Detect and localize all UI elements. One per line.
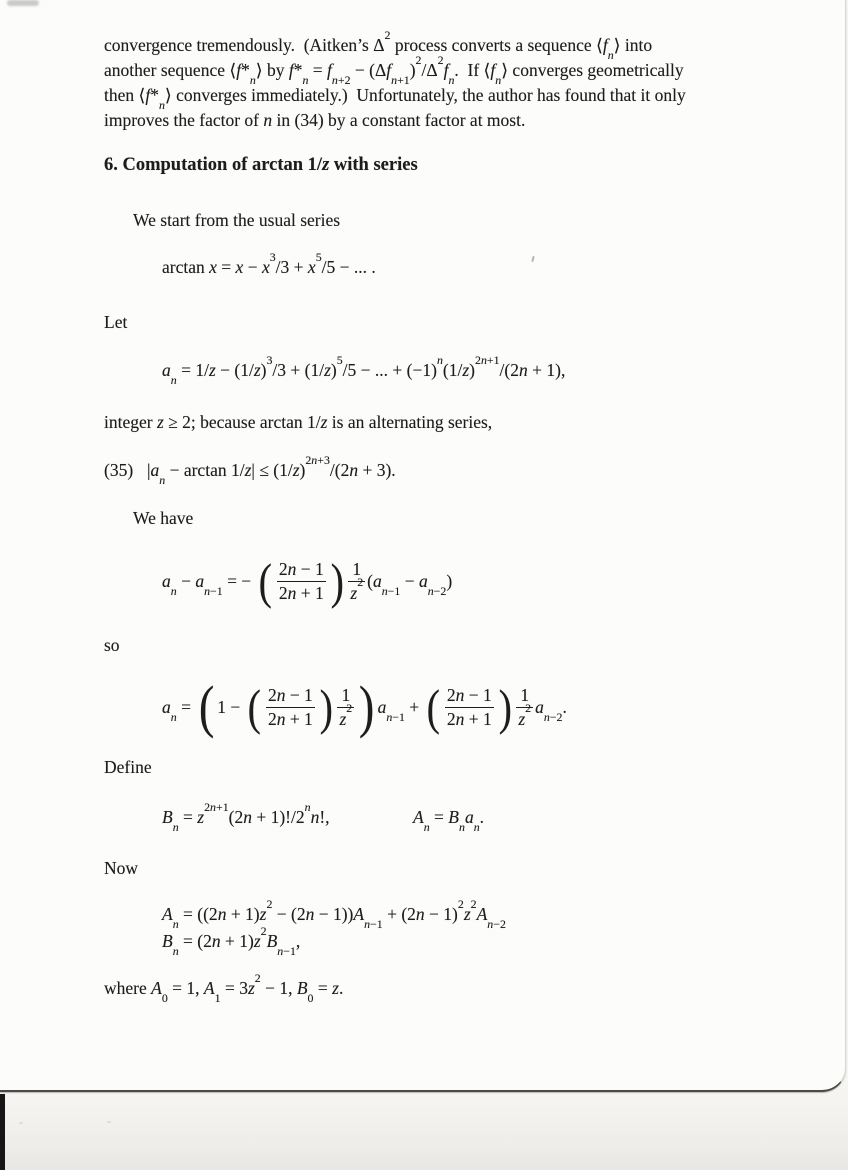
fraction [348,559,365,604]
big-open-paren: ( [247,678,262,735]
equation-recurrences [162,896,506,959]
equation-an-series: $a_n = 1/z - (1/z)^3/3 + (1/z)^5/5$ − ... + $(-1)^n(1/z)^{2n+1}/(2n + 1)$, [162,352,566,388]
let-label: Let [104,312,128,332]
equation-arctan-series: $\arctan x = x - x^3/3 + x^5/5$ − ... . [162,249,376,277]
integer-condition-line: integer z ≥ 2; because arctan 1/z is an alternating series, [104,412,493,432]
define-label: Define [104,757,152,777]
paragraph-line: another sequence $⟨f*_n⟩$ by $f*_n = f_{n+2} - (\Delta f_{n+1})^2/\Delta^2f_n$. If $⟨f_n⟩$ converges geometrically [104,52,684,88]
fraction [337,685,354,730]
equation-Bn-definition: $B_n = z^{2n+1}(2n + 1)!/2^nn$!, [162,799,330,835]
equation-number: (35) [104,460,134,480]
fraction-denominator: 2n + 1 [267,708,313,729]
eq-lhs: $a_n - a_{n-1}$ = − [162,571,252,599]
fraction [277,559,326,604]
fraction-denominator: $z^2$ [339,701,353,729]
we-have-label: We have [133,508,194,528]
eq-lhs: $a_n$ = [162,697,191,725]
fraction-denominator: 2n + 1 [278,582,324,603]
big-open-paren: ( [426,678,441,735]
fraction [445,685,494,730]
fraction-denominator: 2n + 1 [446,708,492,729]
scan-tick-artifact [531,256,534,262]
big-open-paren: ( [198,673,215,739]
fraction-numerator: 1 [352,558,362,579]
big-close-paren: ) [498,678,512,735]
big-close-paren: ) [330,552,344,609]
eq-middle: $a_{n-1}$ + [377,697,420,725]
fraction-numerator: 2n − 1 [278,558,324,579]
equation-An-recurrence-line: $A_n = ((2n + 1)z^2 - (2n - 1))A_{n-1} + (2n - 1)^2z^2A_{n-2}$ [162,896,506,932]
paragraph-line: improves the factor of n in (34) by a constant factor at most. [104,110,526,130]
big-open-paren: ( [258,552,273,609]
eq-one-minus: 1 − [217,697,241,717]
equation-an-recurrence [162,673,567,739]
fraction-denominator: $z^2$ [350,575,364,603]
now-label: Now [104,858,139,878]
intro-line: We start from the usual series [133,210,341,230]
so-label: so [104,635,120,655]
eq-tail: $a_{n-2}$. [535,697,567,725]
equation-An-definition: $A_n = B_na_n$. [413,807,485,835]
fraction-numerator: 2n − 1 [446,684,492,705]
scan-speck-artifact [19,1122,23,1124]
big-close-paren: ) [319,678,333,735]
equation-Bn-recurrence-line: $B_n = (2n + 1)z^2B_{n-1}$, [162,923,301,959]
fraction-numerator: 2n − 1 [267,684,313,705]
fraction-numerator: 1 [341,684,351,705]
big-close-paren: ) [359,673,375,739]
scan-edge-strip [0,1094,5,1170]
paragraph-line: convergence tremendously. (Aitken’s $\Delta^2$ process converts a sequence $⟨f_n⟩$ into [104,27,653,63]
paragraph-convergence [104,27,686,133]
eq-rhs: $(a_{n-1} - a_{n-2})$ [367,571,453,599]
section-heading: 6. Computation of arctan 1/z with series [104,155,418,175]
fraction-denominator: $z^2$ [518,701,532,729]
initial-conditions-line: where $A_0 = 1$, $A_1 = 3z^2 - 1$, $B_0 = z$. [104,970,344,1006]
fraction-numerator: 1 [520,684,530,705]
scan-smudge-artifact [7,0,39,6]
scan-speck-artifact [107,1121,111,1123]
equation-35-body: $|a_n - \arctan 1/z| \le (1/z)^{2n+3}/(2n + 3)$. [147,452,396,488]
paragraph-line: then $⟨f*_n⟩$ converges immediately.) Unfortunately, the author has found that it only [104,85,686,113]
fraction [516,685,533,730]
fraction [266,685,315,730]
equation-difference-recurrence [162,552,452,610]
